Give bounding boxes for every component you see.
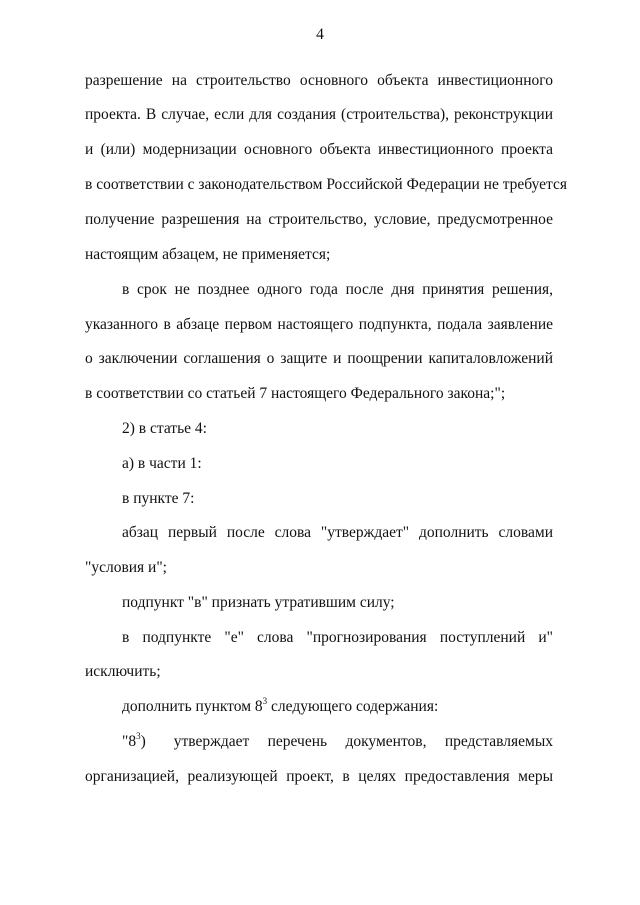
text-fragment: дополнить пунктом 8	[122, 698, 263, 715]
text-line: в соответствии со статьей 7 настоящего Федерального закона;";	[85, 385, 506, 402]
text-line: получение разрешения на строительство, условие, предусмотренное	[85, 211, 553, 228]
text-line: 2) в статье 4:	[122, 420, 207, 437]
text-line: и (или) модернизации основного объекта инвестиционного проекта	[85, 141, 553, 158]
text-fragment: следующего содержания:	[267, 698, 439, 715]
text-line: исключить;	[85, 663, 161, 680]
superscript: 3	[262, 696, 268, 706]
text-line	[85, 731, 553, 753]
text-line: абзац первый после слова "утверждает" дополнить словами	[122, 524, 553, 541]
text-fragment: утверждает перечень документов, представляемых	[173, 733, 553, 750]
text-line: в пункте 7:	[122, 490, 195, 507]
text-line: в срок не позднее одного года после дня принятия решения,	[122, 281, 553, 298]
text-line: указанного в абзаце первом настоящего подпункта, подала заявление	[85, 316, 553, 333]
text-line: организацией, реализующей проект, в целях предоставления меры	[85, 768, 553, 785]
text-line: проекта. В случае, если для создания (строительства), реконструкции	[85, 106, 553, 123]
text-line: настоящим абзацем, не применяется;	[85, 246, 331, 263]
text-line: "условия и";	[85, 559, 167, 576]
page-number: 4	[316, 26, 324, 43]
item-label: "$8^3$)	[122, 731, 146, 750]
text-line: в подпункте "е" слова "прогнозирования поступлений и"	[122, 629, 553, 646]
text-line: о заключении соглашения о защите и поощрении капиталовложений	[85, 350, 553, 367]
text-line: разрешение на строительство основного объекта инвестиционного	[85, 72, 553, 89]
superscript: 3	[136, 731, 141, 741]
text-line	[85, 696, 553, 718]
text-line: в соответствии с законодательством Российской Федерации не требуется	[85, 176, 567, 193]
text-line: а) в части 1:	[122, 455, 202, 472]
text-line: подпункт "в" признать утратившим силу;	[122, 594, 395, 611]
